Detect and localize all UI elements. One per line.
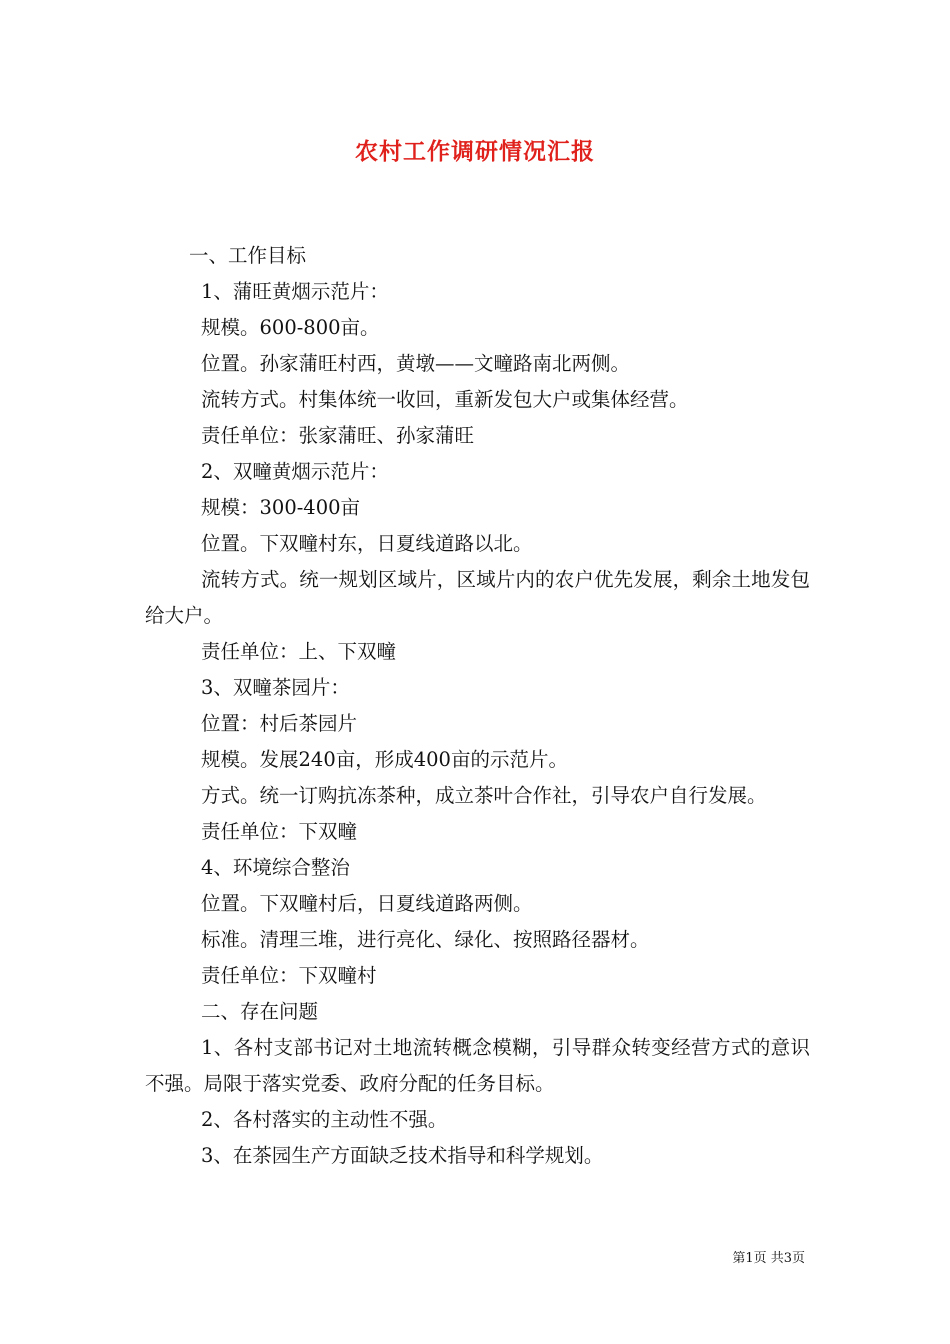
section-heading: 二、存在问题 — [201, 1000, 319, 1023]
paragraph: 位置。下双疃村后，日夏线道路两侧。 — [201, 892, 533, 915]
paragraph: 规模：300-400亩 — [201, 496, 361, 519]
page-number-footer: 第1页 共3页 — [732, 1251, 805, 1266]
paragraph: 责任单位：下双疃村 — [201, 964, 377, 987]
paragraph: 3、双疃茶园片： — [201, 676, 350, 699]
paragraph: 方式。统一订购抗冻茶种，成立茶叶合作社，引导农户自行发展。 — [201, 784, 767, 807]
paragraph: 责任单位：下双疃 — [201, 820, 358, 843]
paragraph: 2、双疃黄烟示范片： — [201, 460, 389, 483]
paragraph: 2、各村落实的主动性不强。 — [201, 1108, 448, 1131]
paragraph: 3、在茶园生产方面缺乏技术指导和科学规划。 — [201, 1144, 604, 1167]
paragraph: 规模。600-800亩。 — [201, 316, 380, 339]
paragraph: 责任单位：张家蒲旺、孙家蒲旺 — [201, 424, 475, 447]
paragraph: 1、各村支部书记对土地流转概念模糊，引导群众转变经营方式的意识不强。局限于落实党委、政府分配的任务目标。 — [145, 1036, 810, 1095]
document-title: 农村工作调研情况汇报 — [355, 138, 595, 165]
paragraph: 位置。下双疃村东，日夏线道路以北。 — [201, 532, 533, 555]
paragraph: 位置：村后茶园片 — [201, 712, 358, 735]
paragraph: 流转方式。统一规划区域片，区域片内的农户优先发展，剩余土地发包给大户。 — [145, 568, 810, 627]
paragraph: 流转方式。村集体统一收回，重新发包大户或集体经营。 — [201, 388, 689, 411]
paragraph: 1、蒲旺黄烟示范片： — [201, 280, 389, 303]
paragraph: 位置。孙家蒲旺村西，黄墩——文疃路南北两侧。 — [201, 352, 631, 375]
section-heading: 一、工作目标 — [189, 244, 307, 267]
paragraph: 规模。发展240亩，形成400亩的示范片。 — [201, 748, 568, 771]
paragraph: 标准。清理三堆，进行亮化、绿化、按照路径器材。 — [201, 928, 650, 951]
paragraph: 责任单位：上、下双疃 — [201, 640, 397, 663]
paragraph: 4、环境综合整治 — [201, 856, 350, 879]
document-body — [145, 238, 810, 1174]
